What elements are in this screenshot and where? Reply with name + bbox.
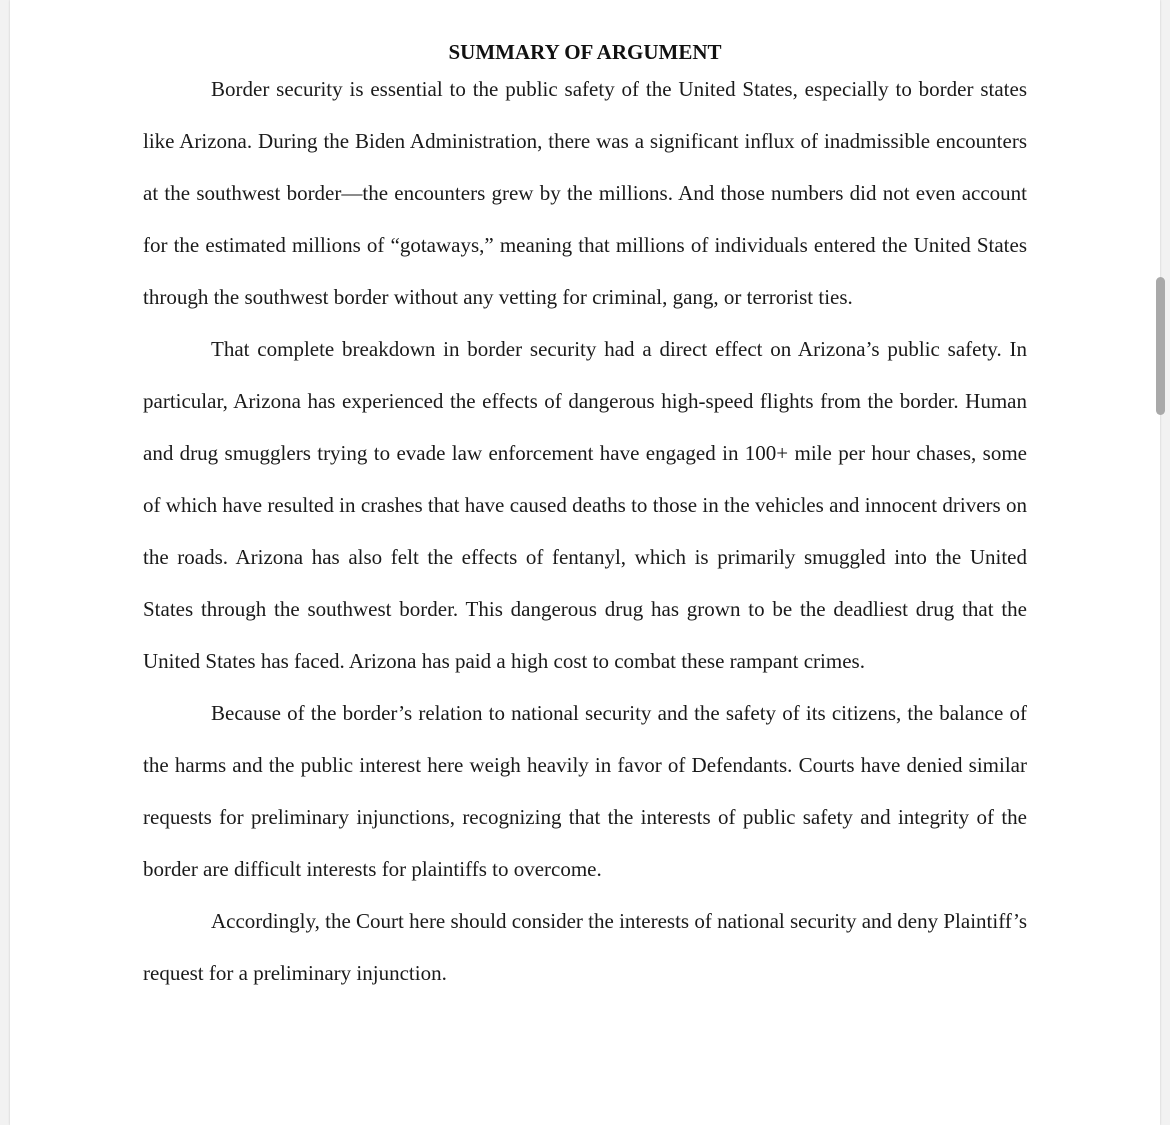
paragraph-3: Because of the border’s relation to national security and the safety of its citizens, the balance of the harms and the public interest here weigh heavily in favor of Defendants. Courts have denied similar requests for preliminary injunctions, recognizing that the interests of public safety and integrity of the border are difficult interests for plaintiffs to overcome. — [143, 701, 1027, 881]
vertical-scrollbar[interactable] — [1156, 0, 1168, 1125]
paragraph-1: Border security is essential to the public safety of the United States, especially to border states like Arizona. During the Biden Administration, there was a significant influx of inadmissible encounters at the southwest border—the encounters grew by the millions. And those numbers did not even account for the estimated millions of “gotaways,” meaning that millions of individuals entered the United States through the southwest border without any vetting for criminal, gang, or terrorist ties. — [143, 77, 1027, 309]
body-text — [143, 63, 1027, 999]
paragraph-4: Accordingly, the Court here should consider the interests of national security and deny Plaintiff’s request for a preliminary injunction. — [143, 909, 1027, 985]
section-heading: SUMMARY OF ARGUMENT — [448, 40, 722, 65]
paragraph-2: That complete breakdown in border security had a direct effect on Arizona’s public safety. In particular, Arizona has experienced the effects of dangerous high-speed flights from the border. Human and drug smugglers trying to evade law enforcement have engaged in 100+ mile per hour chases, some of which have resulted in crashes that have caused deaths to those in the vehicles and innocent drivers on the roads. Arizona has also felt the effects of fentanyl, which is primarily smuggled into the United States through the southwest border. This dangerous drug has grown to be the deadliest drug that the United States has faced. Arizona has paid a high cost to combat these rampant crimes. — [143, 337, 1027, 673]
document-page — [10, 0, 1160, 1125]
scrollbar-thumb[interactable] — [1156, 277, 1165, 415]
